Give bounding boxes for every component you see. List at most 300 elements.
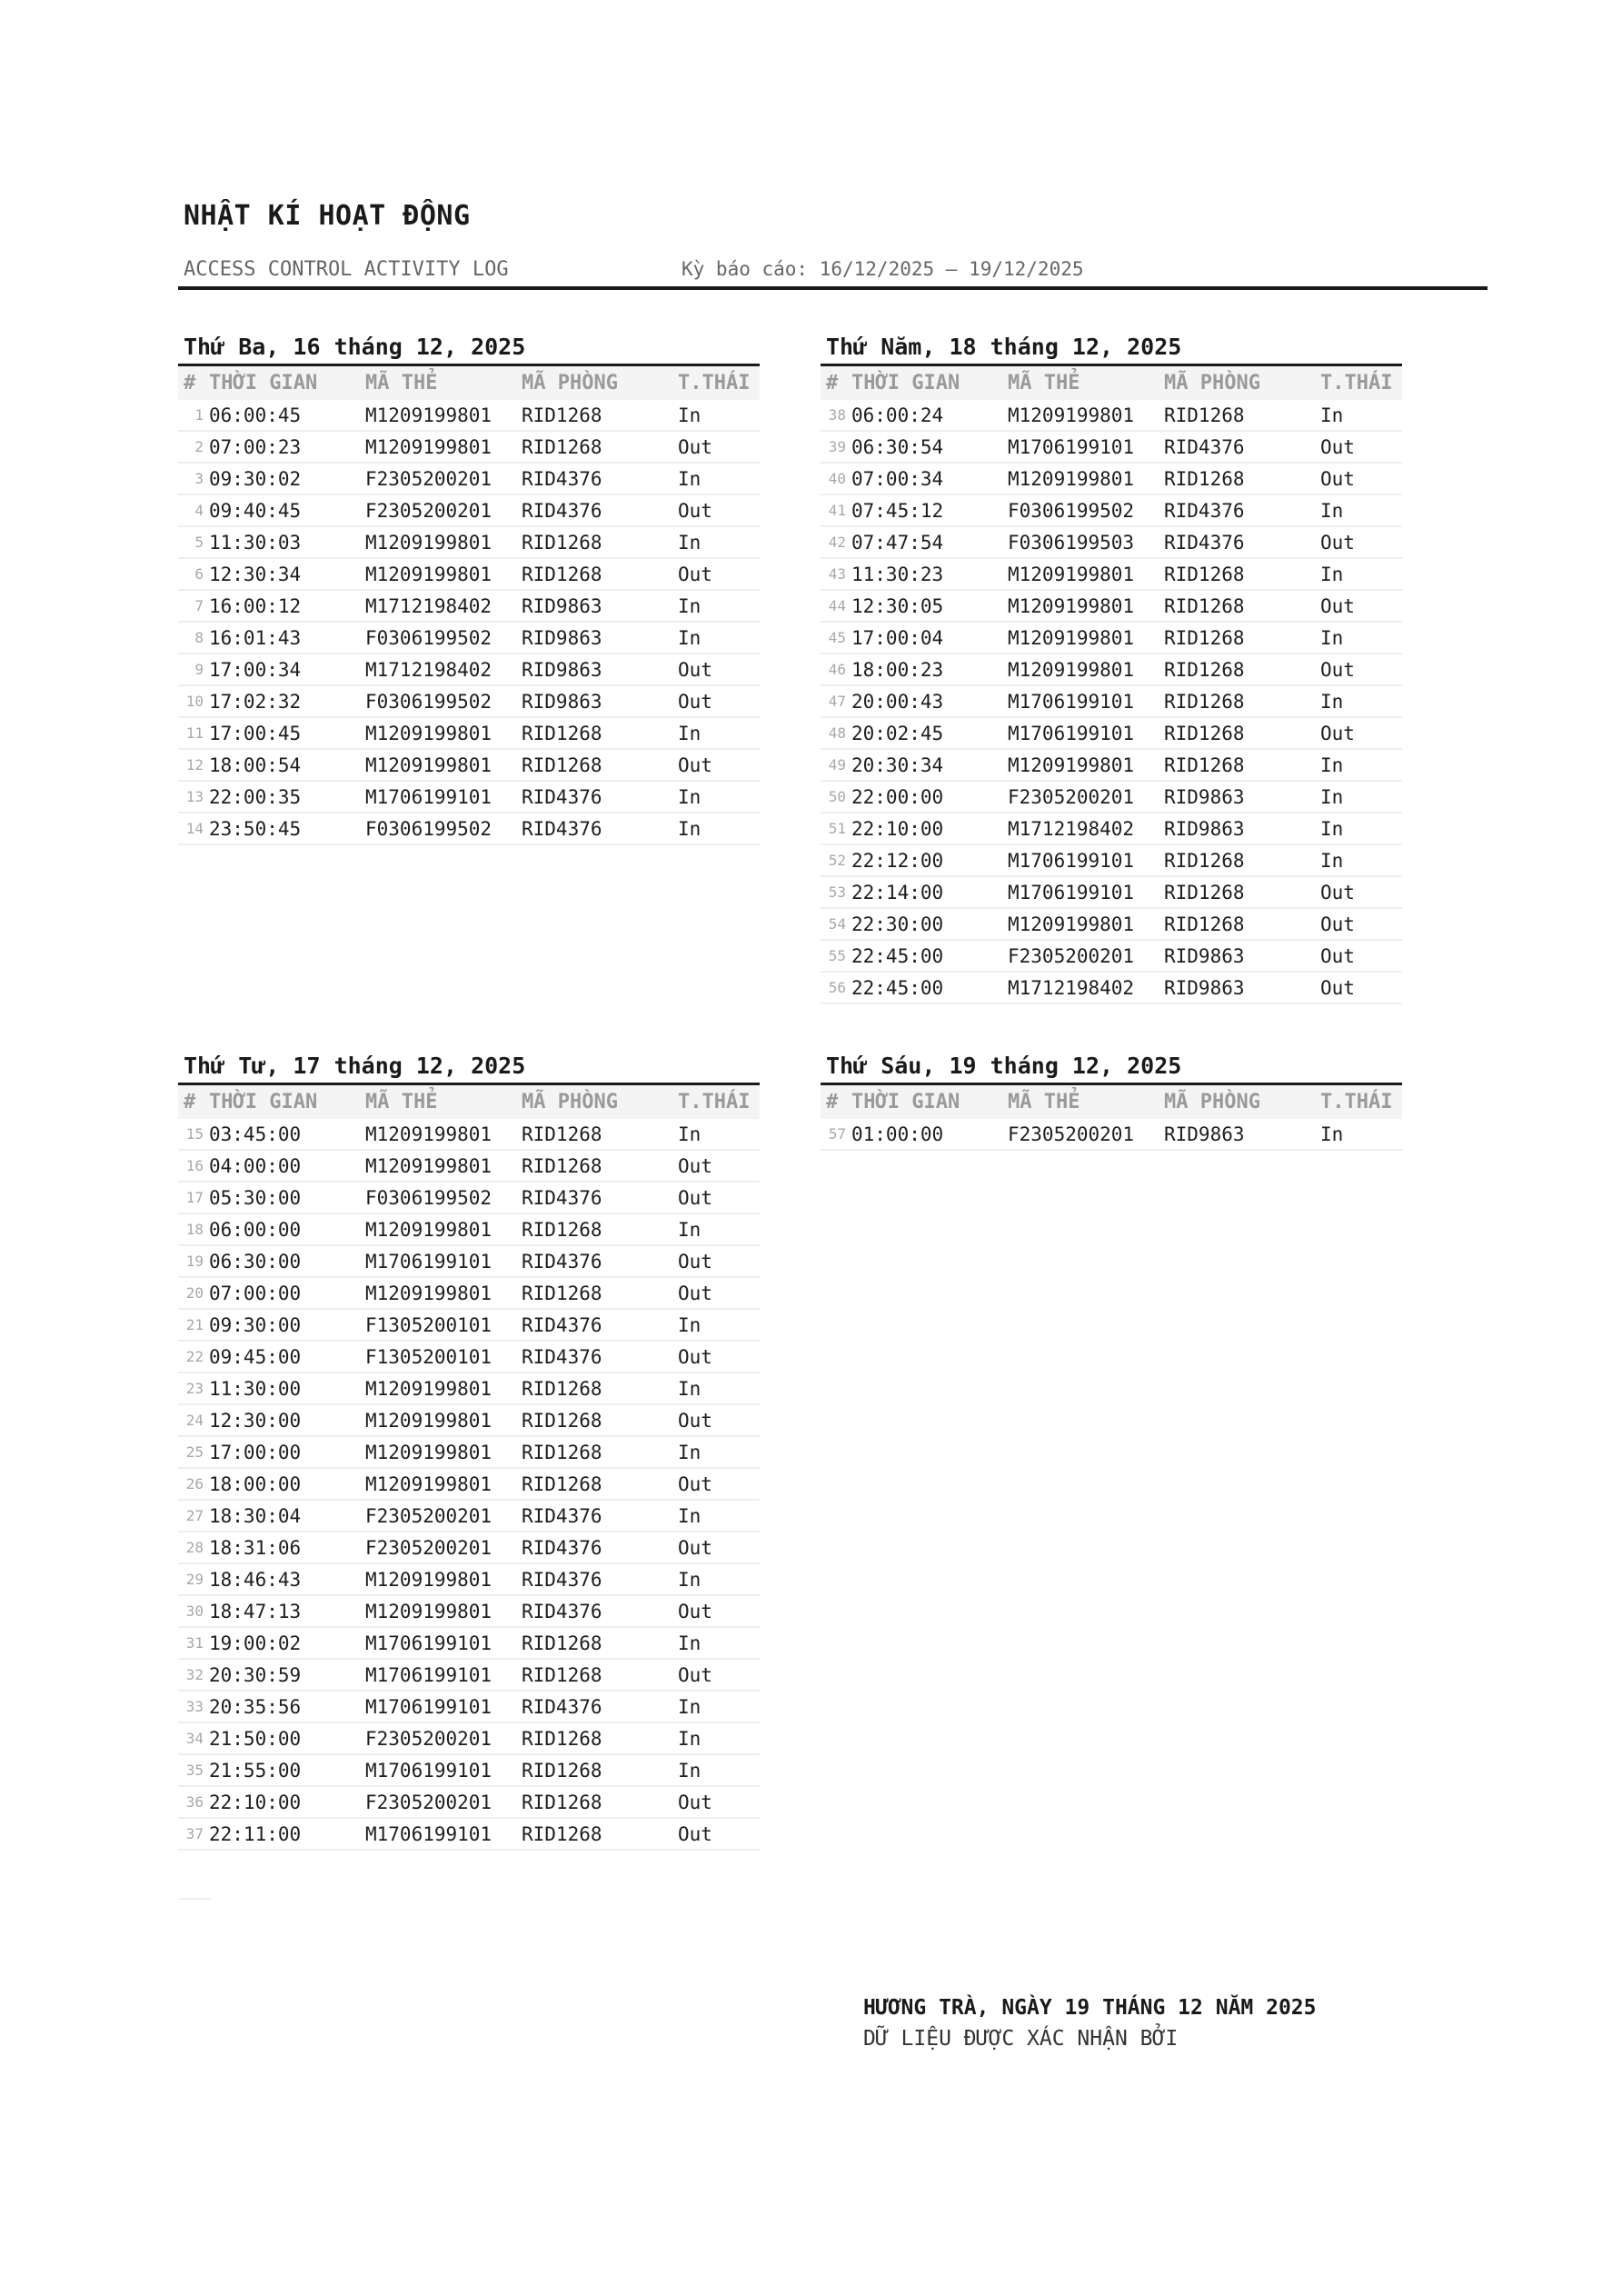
row-index: 52 xyxy=(821,844,851,876)
day-section-wed xyxy=(178,1050,760,1851)
row-index: 34 xyxy=(178,1722,209,1754)
room-cell: RID1268 xyxy=(1164,654,1320,685)
time-cell: 12:30:00 xyxy=(209,1404,365,1436)
card-cell: F2305200201 xyxy=(365,494,522,526)
table-row xyxy=(178,622,760,654)
card-cell: M1209199801 xyxy=(1008,908,1164,940)
card-cell: F2305200201 xyxy=(365,1500,522,1532)
status-cell: In xyxy=(678,1213,760,1245)
time-cell: 18:31:06 xyxy=(209,1532,365,1563)
table-row xyxy=(821,781,1402,813)
column-header-room: MÃ PHÒNG xyxy=(1164,1084,1320,1120)
room-cell: RID1268 xyxy=(522,1754,678,1786)
row-index: 25 xyxy=(178,1436,209,1468)
status-cell: Out xyxy=(1320,654,1402,685)
card-cell: M1209199801 xyxy=(365,526,522,558)
card-cell: M1209199801 xyxy=(365,1563,522,1595)
card-cell: F2305200201 xyxy=(1008,1119,1164,1150)
row-index: 30 xyxy=(178,1595,209,1627)
row-index: 45 xyxy=(821,622,851,654)
room-cell: RID1268 xyxy=(522,1277,678,1309)
table-row xyxy=(821,876,1402,908)
row-index: 18 xyxy=(178,1213,209,1245)
card-cell: M1209199801 xyxy=(365,1468,522,1500)
day-section-thu xyxy=(821,331,1402,1004)
row-index: 6 xyxy=(178,558,209,590)
table-row xyxy=(821,1119,1402,1150)
status-cell: Out xyxy=(678,1245,760,1277)
time-cell: 22:12:00 xyxy=(851,844,1008,876)
room-cell: RID1268 xyxy=(522,1786,678,1818)
status-cell: Out xyxy=(678,1277,760,1309)
status-cell: Out xyxy=(678,431,760,463)
status-cell: In xyxy=(678,813,760,844)
time-cell: 11:30:00 xyxy=(209,1373,365,1404)
time-cell: 22:11:00 xyxy=(209,1818,365,1850)
table-row xyxy=(821,685,1402,717)
row-index: 51 xyxy=(821,813,851,844)
status-cell: Out xyxy=(678,1468,760,1500)
card-cell: M1209199801 xyxy=(365,717,522,749)
card-cell: F0306199502 xyxy=(1008,494,1164,526)
card-cell: M1209199801 xyxy=(365,1404,522,1436)
card-cell: F1305200101 xyxy=(365,1309,522,1341)
time-cell: 22:10:00 xyxy=(209,1786,365,1818)
row-index: 55 xyxy=(821,940,851,972)
row-index: 7 xyxy=(178,590,209,622)
report-footer xyxy=(863,1992,1317,2054)
room-cell: RID4376 xyxy=(1164,526,1320,558)
table-row xyxy=(821,940,1402,972)
row-index: 53 xyxy=(821,876,851,908)
report-title: NHẬT KÍ HOẠT ĐỘNG xyxy=(184,200,471,232)
card-cell: M1209199801 xyxy=(365,1277,522,1309)
table-row xyxy=(821,972,1402,1003)
status-cell: In xyxy=(1320,685,1402,717)
card-cell: F2305200201 xyxy=(365,1532,522,1563)
time-cell: 20:02:45 xyxy=(851,717,1008,749)
row-index: 36 xyxy=(178,1786,209,1818)
time-cell: 09:45:00 xyxy=(209,1341,365,1373)
column-header-idx: # xyxy=(178,365,209,401)
card-cell: M1209199801 xyxy=(365,1150,522,1182)
room-cell: RID9863 xyxy=(1164,1119,1320,1150)
card-cell: F0306199502 xyxy=(365,1182,522,1213)
room-cell: RID4376 xyxy=(522,1341,678,1373)
row-index: 21 xyxy=(178,1309,209,1341)
room-cell: RID4376 xyxy=(522,1595,678,1627)
card-cell: M1209199801 xyxy=(365,558,522,590)
table-row xyxy=(178,654,760,685)
room-cell: RID1268 xyxy=(522,526,678,558)
row-index: 47 xyxy=(821,685,851,717)
row-index: 4 xyxy=(178,494,209,526)
log-table xyxy=(821,364,1402,1004)
time-cell: 07:00:00 xyxy=(209,1277,365,1309)
room-cell: RID1268 xyxy=(522,1659,678,1691)
time-cell: 04:00:00 xyxy=(209,1150,365,1182)
time-cell: 11:30:23 xyxy=(851,558,1008,590)
row-index: 31 xyxy=(178,1627,209,1659)
room-cell: RID1268 xyxy=(522,431,678,463)
table-row xyxy=(178,400,760,431)
card-cell: M1706199101 xyxy=(1008,685,1164,717)
status-cell: In xyxy=(678,622,760,654)
row-index: 33 xyxy=(178,1691,209,1722)
row-index: 8 xyxy=(178,622,209,654)
status-cell: In xyxy=(678,1563,760,1595)
room-cell: RID1268 xyxy=(1164,844,1320,876)
column-header-idx: # xyxy=(178,1084,209,1120)
card-cell: M1706199101 xyxy=(1008,876,1164,908)
status-cell: In xyxy=(678,1500,760,1532)
table-row xyxy=(178,1373,760,1404)
room-cell: RID9863 xyxy=(1164,972,1320,1003)
room-cell: RID9863 xyxy=(1164,813,1320,844)
time-cell: 21:50:00 xyxy=(209,1722,365,1754)
column-header-time: THỜI GIAN xyxy=(851,1084,1008,1120)
status-cell: Out xyxy=(1320,940,1402,972)
room-cell: RID1268 xyxy=(1164,590,1320,622)
card-cell: M1712198402 xyxy=(365,654,522,685)
room-cell: RID4376 xyxy=(522,1309,678,1341)
time-cell: 22:30:00 xyxy=(851,908,1008,940)
table-row xyxy=(821,463,1402,494)
time-cell: 20:00:43 xyxy=(851,685,1008,717)
row-index: 15 xyxy=(178,1119,209,1150)
row-index: 46 xyxy=(821,654,851,685)
table-row xyxy=(178,463,760,494)
time-cell: 07:45:12 xyxy=(851,494,1008,526)
status-cell: In xyxy=(678,463,760,494)
table-row xyxy=(178,1595,760,1627)
card-cell: M1209199801 xyxy=(365,1436,522,1468)
log-table xyxy=(178,1083,760,1851)
table-row xyxy=(821,749,1402,781)
card-cell: M1209199801 xyxy=(365,1373,522,1404)
room-cell: RID1268 xyxy=(1164,558,1320,590)
room-cell: RID4376 xyxy=(522,1691,678,1722)
table-row xyxy=(821,813,1402,844)
table-row xyxy=(821,558,1402,590)
room-cell: RID4376 xyxy=(522,1563,678,1595)
status-cell: Out xyxy=(678,654,760,685)
room-cell: RID1268 xyxy=(522,717,678,749)
room-cell: RID1268 xyxy=(522,1119,678,1150)
row-index: 37 xyxy=(178,1818,209,1850)
status-cell: Out xyxy=(678,1786,760,1818)
time-cell: 11:30:03 xyxy=(209,526,365,558)
time-cell: 09:30:00 xyxy=(209,1309,365,1341)
row-index: 27 xyxy=(178,1500,209,1532)
row-index: 14 xyxy=(178,813,209,844)
card-cell: M1706199101 xyxy=(365,1754,522,1786)
time-cell: 16:01:43 xyxy=(209,622,365,654)
time-cell: 20:30:34 xyxy=(851,749,1008,781)
column-header-time: THỜI GIAN xyxy=(209,1084,365,1120)
status-cell: In xyxy=(1320,813,1402,844)
row-index: 49 xyxy=(821,749,851,781)
row-index: 26 xyxy=(178,1468,209,1500)
row-index: 17 xyxy=(178,1182,209,1213)
status-cell: In xyxy=(678,1691,760,1722)
table-row xyxy=(178,1468,760,1500)
card-cell: F0306199503 xyxy=(1008,526,1164,558)
status-cell: Out xyxy=(678,1182,760,1213)
table-row xyxy=(178,494,760,526)
status-cell: Out xyxy=(678,1532,760,1563)
time-cell: 17:02:32 xyxy=(209,685,365,717)
row-index: 56 xyxy=(821,972,851,1003)
status-cell: Out xyxy=(678,1341,760,1373)
table-row xyxy=(821,494,1402,526)
column-header-card: MÃ THẺ xyxy=(365,365,522,401)
status-cell: In xyxy=(1320,1119,1402,1150)
room-cell: RID1268 xyxy=(522,1213,678,1245)
status-cell: In xyxy=(678,1309,760,1341)
time-cell: 18:00:00 xyxy=(209,1468,365,1500)
table-row xyxy=(178,1341,760,1373)
status-cell: In xyxy=(678,1754,760,1786)
log-table xyxy=(178,364,760,845)
card-cell: M1706199101 xyxy=(365,1245,522,1277)
card-cell: M1209199801 xyxy=(1008,590,1164,622)
room-cell: RID9863 xyxy=(1164,781,1320,813)
time-cell: 23:50:45 xyxy=(209,813,365,844)
time-cell: 22:00:00 xyxy=(851,781,1008,813)
row-index: 16 xyxy=(178,1150,209,1182)
card-cell: M1209199801 xyxy=(365,1213,522,1245)
card-cell: M1706199101 xyxy=(365,1691,522,1722)
room-cell: RID1268 xyxy=(1164,749,1320,781)
status-cell: Out xyxy=(1320,717,1402,749)
room-cell: RID4376 xyxy=(522,1500,678,1532)
row-index: 29 xyxy=(178,1563,209,1595)
room-cell: RID4376 xyxy=(522,463,678,494)
table-row xyxy=(178,590,760,622)
row-index: 1 xyxy=(178,400,209,431)
status-cell: Out xyxy=(678,685,760,717)
row-index: 44 xyxy=(821,590,851,622)
status-cell: In xyxy=(678,781,760,813)
table-row xyxy=(821,526,1402,558)
time-cell: 07:00:23 xyxy=(209,431,365,463)
table-row xyxy=(178,1277,760,1309)
column-header-idx: # xyxy=(821,1084,851,1120)
row-index: 39 xyxy=(821,431,851,463)
card-cell: M1209199801 xyxy=(1008,400,1164,431)
table-row xyxy=(178,558,760,590)
time-cell: 06:00:00 xyxy=(209,1213,365,1245)
room-cell: RID4376 xyxy=(522,494,678,526)
report-period: Kỳ báo cáo: 16/12/2025 – 19/12/2025 xyxy=(682,258,1084,280)
card-cell: M1209199801 xyxy=(365,1119,522,1150)
column-header-status: T.THÁI xyxy=(1320,365,1402,401)
column-header-card: MÃ THẺ xyxy=(1008,1084,1164,1120)
room-cell: RID1268 xyxy=(522,400,678,431)
status-cell: In xyxy=(1320,622,1402,654)
footer-note: DỮ LIỆU ĐƯỢC XÁC NHẬN BỞI xyxy=(863,2027,1179,2051)
day-title: Thứ Sáu, 19 tháng 12, 2025 xyxy=(826,1053,1182,1079)
room-cell: RID1268 xyxy=(1164,685,1320,717)
table-row xyxy=(178,1150,760,1182)
time-cell: 16:00:12 xyxy=(209,590,365,622)
log-table xyxy=(821,1083,1402,1151)
column-header-status: T.THÁI xyxy=(678,365,760,401)
time-cell: 01:00:00 xyxy=(851,1119,1008,1150)
row-index: 54 xyxy=(821,908,851,940)
status-cell: Out xyxy=(1320,908,1402,940)
room-cell: RID4376 xyxy=(1164,494,1320,526)
room-cell: RID4376 xyxy=(522,813,678,844)
card-cell: F2305200201 xyxy=(365,1722,522,1754)
footer-date: HƯƠNG TRÀ, NGÀY 19 THÁNG 12 NĂM 2025 xyxy=(863,1996,1317,2020)
time-cell: 06:00:24 xyxy=(851,400,1008,431)
table-row xyxy=(821,590,1402,622)
time-cell: 22:45:00 xyxy=(851,940,1008,972)
table-row xyxy=(178,1754,760,1786)
page-mark xyxy=(178,1898,211,1900)
table-row xyxy=(178,1500,760,1532)
header-divider xyxy=(178,286,1488,290)
table-row xyxy=(178,749,760,781)
row-index: 10 xyxy=(178,685,209,717)
row-index: 42 xyxy=(821,526,851,558)
table-row xyxy=(178,813,760,844)
day-section-fri xyxy=(821,1050,1402,1151)
table-header-row xyxy=(821,1084,1402,1120)
card-cell: M1706199101 xyxy=(1008,844,1164,876)
time-cell: 06:30:54 xyxy=(851,431,1008,463)
room-cell: RID1268 xyxy=(1164,400,1320,431)
status-cell: Out xyxy=(1320,876,1402,908)
report-subtitle: ACCESS CONTROL ACTIVITY LOG xyxy=(184,258,509,281)
room-cell: RID1268 xyxy=(522,1627,678,1659)
room-cell: RID1268 xyxy=(522,558,678,590)
time-cell: 18:00:23 xyxy=(851,654,1008,685)
table-row xyxy=(178,1532,760,1563)
card-cell: F0306199502 xyxy=(365,622,522,654)
room-cell: RID1268 xyxy=(522,1818,678,1850)
room-cell: RID1268 xyxy=(522,1150,678,1182)
row-index: 48 xyxy=(821,717,851,749)
day-section-tue xyxy=(178,331,760,845)
status-cell: Out xyxy=(678,1818,760,1850)
room-cell: RID9863 xyxy=(522,685,678,717)
status-cell: Out xyxy=(678,749,760,781)
card-cell: F0306199502 xyxy=(365,685,522,717)
day-title: Thứ Ba, 16 tháng 12, 2025 xyxy=(184,334,526,360)
status-cell: Out xyxy=(678,1659,760,1691)
time-cell: 17:00:04 xyxy=(851,622,1008,654)
room-cell: RID4376 xyxy=(522,1245,678,1277)
row-index: 11 xyxy=(178,717,209,749)
room-cell: RID1268 xyxy=(1164,463,1320,494)
card-cell: F2305200201 xyxy=(365,463,522,494)
time-cell: 03:45:00 xyxy=(209,1119,365,1150)
time-cell: 19:00:02 xyxy=(209,1627,365,1659)
card-cell: M1209199801 xyxy=(1008,749,1164,781)
card-cell: M1209199801 xyxy=(365,431,522,463)
column-header-status: T.THÁI xyxy=(678,1084,760,1120)
table-row xyxy=(178,1119,760,1150)
row-index: 19 xyxy=(178,1245,209,1277)
table-row xyxy=(178,1309,760,1341)
row-index: 28 xyxy=(178,1532,209,1563)
status-cell: Out xyxy=(1320,972,1402,1003)
time-cell: 06:30:00 xyxy=(209,1245,365,1277)
table-row xyxy=(821,400,1402,431)
time-cell: 18:30:04 xyxy=(209,1500,365,1532)
table-row xyxy=(178,1818,760,1850)
column-header-time: THỜI GIAN xyxy=(851,365,1008,401)
room-cell: RID1268 xyxy=(522,1436,678,1468)
row-index: 35 xyxy=(178,1754,209,1786)
room-cell: RID4376 xyxy=(522,1182,678,1213)
row-index: 41 xyxy=(821,494,851,526)
row-index: 32 xyxy=(178,1659,209,1691)
table-row xyxy=(178,1786,760,1818)
status-cell: In xyxy=(678,1436,760,1468)
table-row xyxy=(178,717,760,749)
table-row xyxy=(178,781,760,813)
status-cell: In xyxy=(1320,558,1402,590)
status-cell: In xyxy=(678,1119,760,1150)
card-cell: F1305200101 xyxy=(365,1341,522,1373)
time-cell: 17:00:00 xyxy=(209,1436,365,1468)
card-cell: F2305200201 xyxy=(365,1786,522,1818)
table-row xyxy=(178,1659,760,1691)
card-cell: F0306199502 xyxy=(365,813,522,844)
report-header xyxy=(184,198,1485,287)
card-cell: M1706199101 xyxy=(365,1627,522,1659)
status-cell: Out xyxy=(678,494,760,526)
card-cell: M1706199101 xyxy=(365,781,522,813)
table-row xyxy=(178,431,760,463)
status-cell: Out xyxy=(678,1404,760,1436)
time-cell: 21:55:00 xyxy=(209,1754,365,1786)
status-cell: Out xyxy=(678,1150,760,1182)
room-cell: RID1268 xyxy=(1164,717,1320,749)
table-row xyxy=(178,685,760,717)
room-cell: RID1268 xyxy=(522,749,678,781)
card-cell: M1209199801 xyxy=(365,400,522,431)
card-cell: M1712198402 xyxy=(1008,972,1164,1003)
card-cell: M1706199101 xyxy=(1008,431,1164,463)
status-cell: Out xyxy=(1320,526,1402,558)
status-cell: In xyxy=(1320,494,1402,526)
row-index: 5 xyxy=(178,526,209,558)
time-cell: 22:45:00 xyxy=(851,972,1008,1003)
time-cell: 07:47:54 xyxy=(851,526,1008,558)
time-cell: 17:00:34 xyxy=(209,654,365,685)
table-row xyxy=(178,1563,760,1595)
time-cell: 12:30:34 xyxy=(209,558,365,590)
card-cell: M1712198402 xyxy=(365,590,522,622)
status-cell: In xyxy=(678,1722,760,1754)
table-header-row xyxy=(178,365,760,401)
row-index: 12 xyxy=(178,749,209,781)
card-cell: M1209199801 xyxy=(1008,654,1164,685)
column-header-time: THỜI GIAN xyxy=(209,365,365,401)
table-row xyxy=(178,1182,760,1213)
status-cell: Out xyxy=(1320,463,1402,494)
time-cell: 06:00:45 xyxy=(209,400,365,431)
status-cell: In xyxy=(678,717,760,749)
status-cell: In xyxy=(678,526,760,558)
status-cell: In xyxy=(1320,844,1402,876)
report-subline xyxy=(184,251,1485,287)
